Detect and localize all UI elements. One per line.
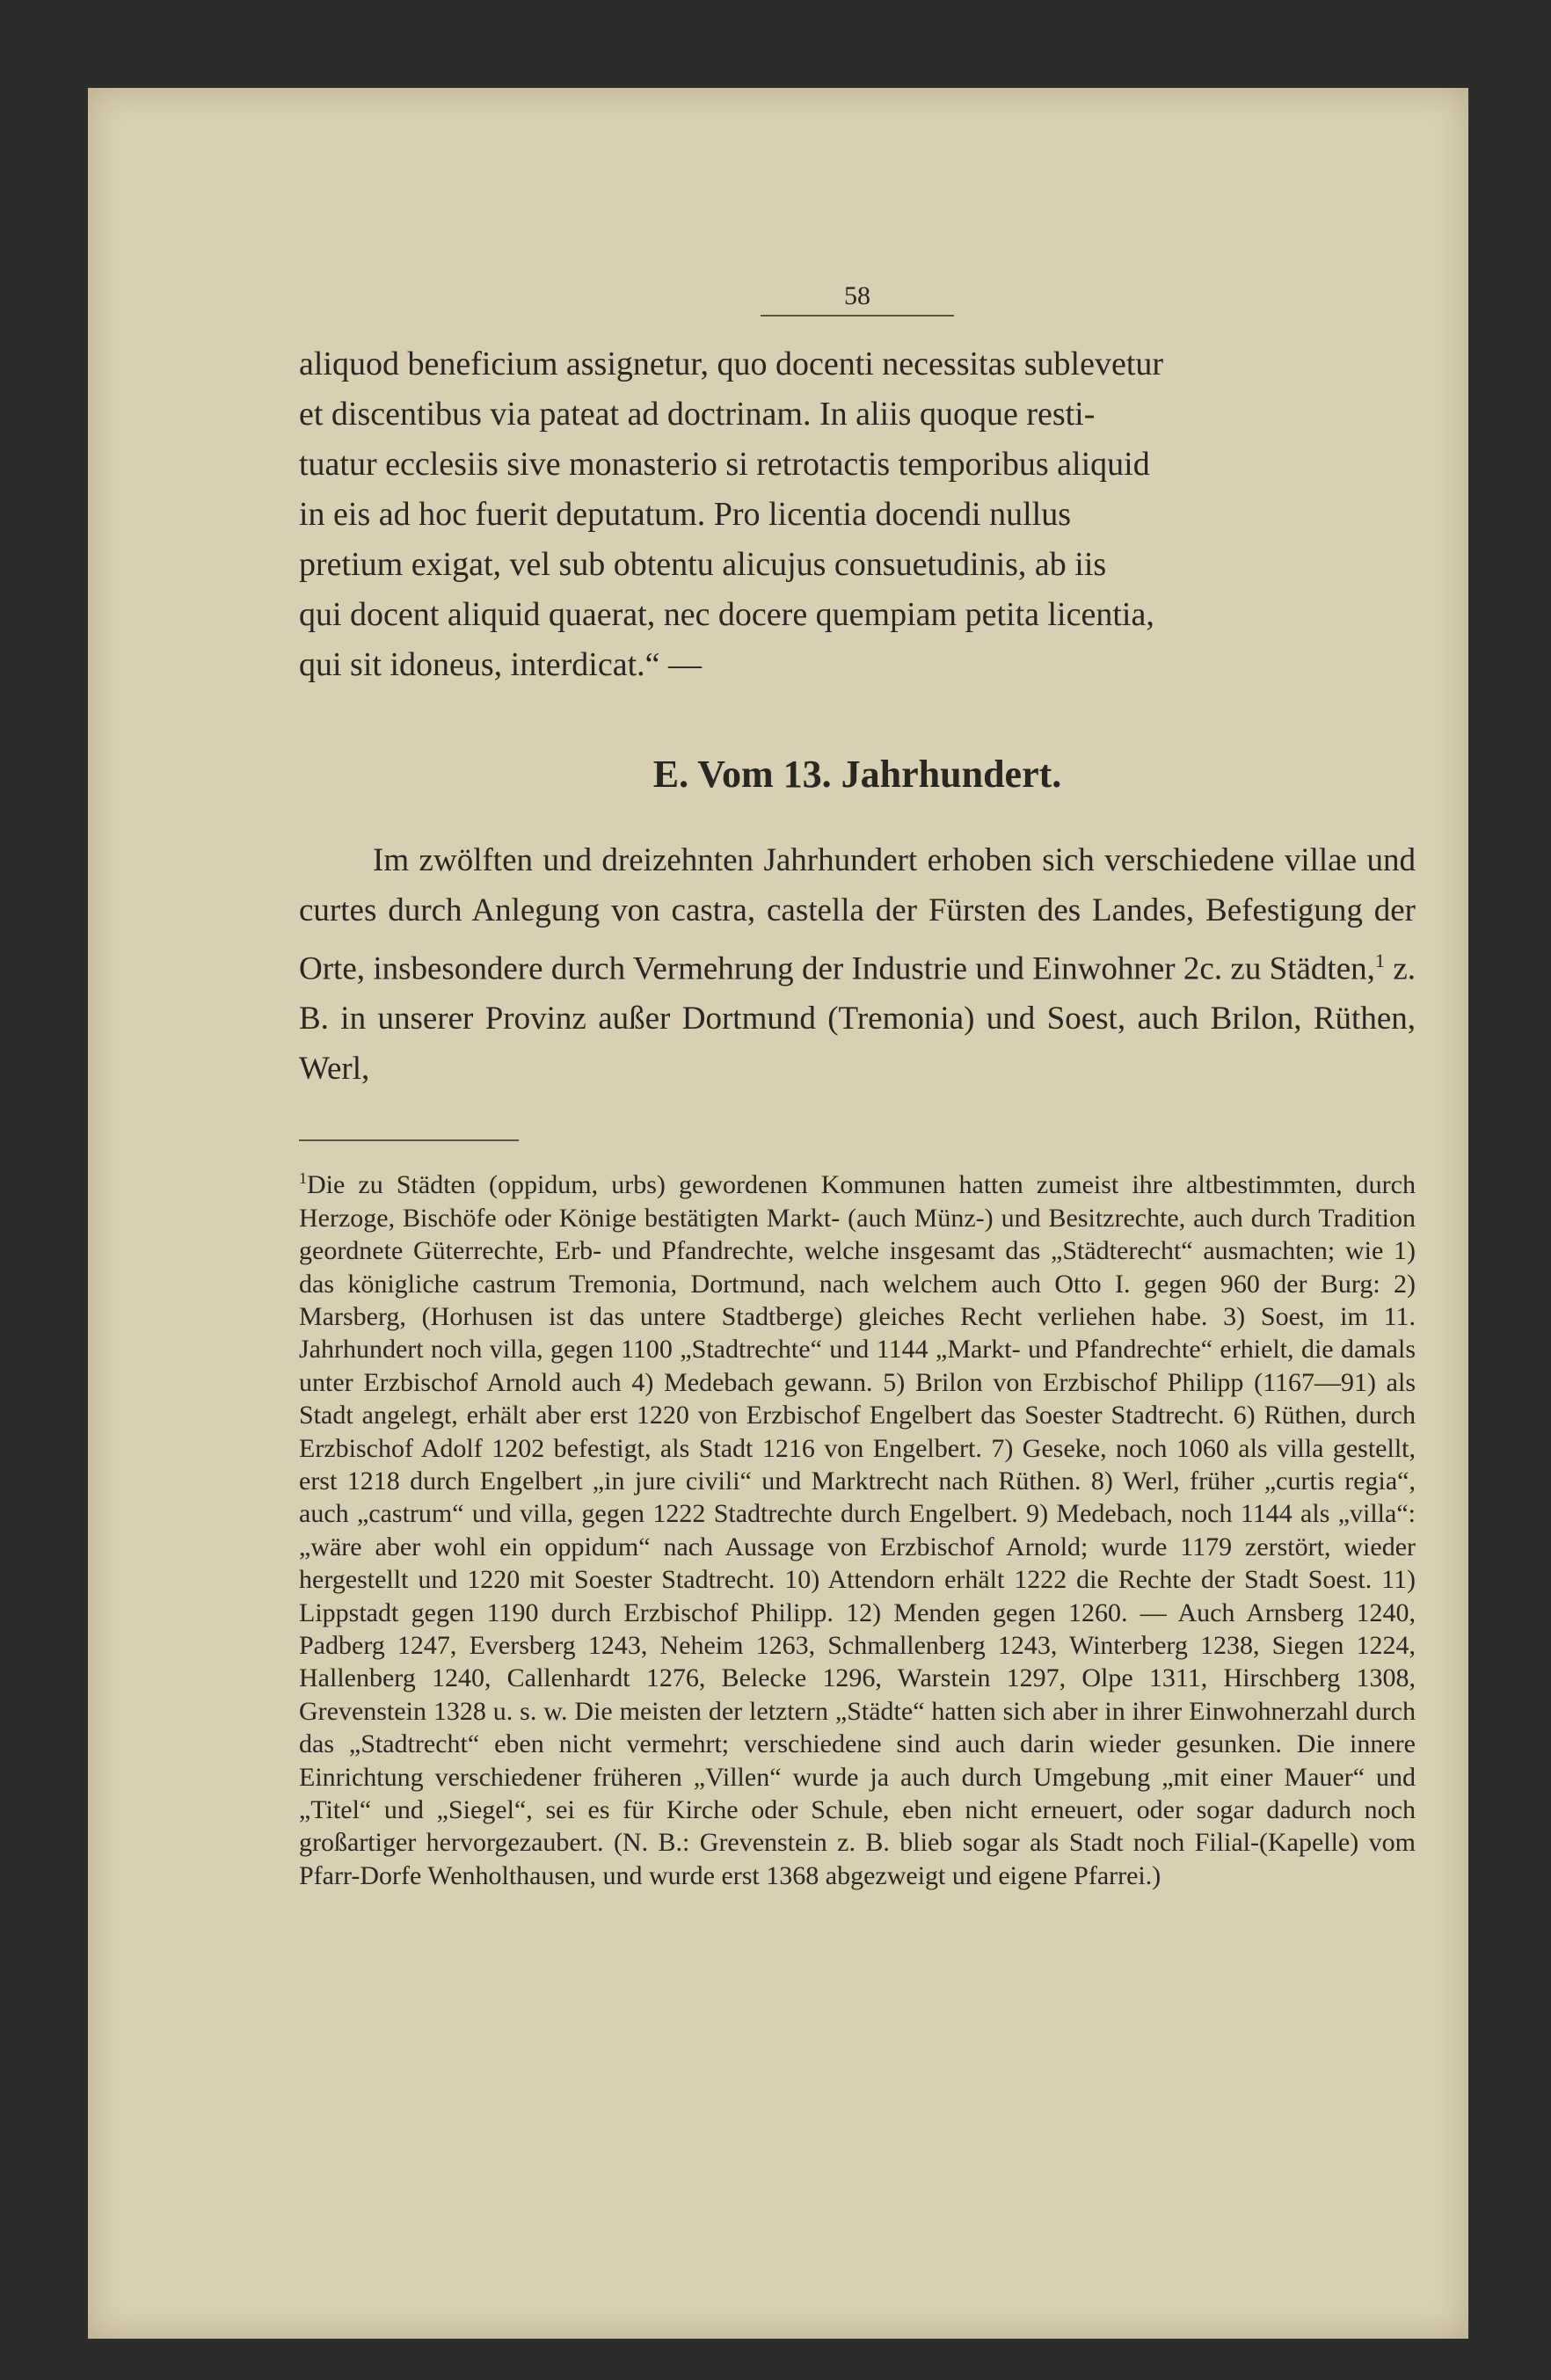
latin-line: tuatur ecclesiis sive monasterio si retrotactis temporibus aliquid bbox=[299, 446, 1150, 483]
footnote bbox=[299, 1162, 1416, 1892]
latin-line: in eis ad hoc fuerit deputatum. Pro licentia docendi nullus bbox=[299, 496, 1072, 533]
latin-quote bbox=[299, 339, 1416, 690]
latin-line: qui sit idoneus, interdicat.“ — bbox=[299, 646, 703, 683]
header-rule bbox=[761, 315, 954, 317]
page-number: 58 bbox=[844, 281, 870, 310]
latin-line: et discentibus via pateat ad doctrinam. In aliis quoque resti- bbox=[299, 396, 1096, 433]
main-paragraph-text: Im zwölften und dreizehnten Jahrhundert erhoben sich verschiedene villae und curtes durch Anlegung von castra, castella der Fürsten des Landes, Befestigung der Orte, insbesondere durch Vermehrung der Industrie und Einwohner 2c. zu Städten, bbox=[299, 842, 1416, 987]
page-content bbox=[299, 281, 1416, 1892]
main-paragraph bbox=[299, 835, 1416, 1094]
main-paragraph-end: z. B. in unserer Provinz außer Dortmund (Tremonia) und Soest, auch Brilon, Rüthen, Werl, bbox=[299, 950, 1416, 1088]
latin-line: pretium exigat, vel sub obtentu alicujus consuetudinis, ab iis bbox=[299, 546, 1107, 583]
latin-line: qui docent aliquid quaerat, nec docere quempiam petita licentia, bbox=[299, 596, 1154, 633]
footnote-text: Die zu Städten (oppidum, urbs) gewordenen Kommunen hatten zumeist ihre altbestimmten, durch Herzoge, Bischöfe oder Könige bestätigten Markt- (auch Münz-) und Besitzrechte, auch durch Tradition geordnete Güterrechte, Erb- und Pfandrechte, welche insgesamt das „Städterecht“ ausmachten; wie 1) das königliche castrum Tremonia, Dortmund, nach welchem auch Otto I. gegen 960 der Burg: 2) Marsberg, (Horhusen ist das untere Stadtberge) gleiches Recht verliehen habe. 3) Soest, im 11. Jahrhundert noch villa, gegen 1100 „Stadtrechte“ und 1144 „Markt- und Pfandrechte“ erhielt, die damals unter Erzbischof Arnold auch 4) Medebach gewann. 5) Brilon von Erzbischof Philipp (1167—91) als Stadt angelegt, erhält aber erst 1220 von Erzbischof Engelbert das Soester Stadtrecht. 6) Rüthen, durch Erzbischof Adolf 1202 befestigt, als Stadt 1216 von Engelbert. 7) Geseke, noch 1060 als villa gestellt, erst 1218 durch Engelbert „in jure civili“ und Marktrecht nach Rüthen. 8) Werl, früher „curtis regia“, auch „castrum“ und villa, gegen 1222 Stadtrechte durch Engelbert. 9) Medebach, noch 1144 als „villa“: „wäre aber wohl ein oppidum“ nach Aussage von Erzbischof Arnold; wurde 1179 zerstört, wieder hergestellt und 1220 mit Soester Stadtrecht. 10) Attendorn erhält 1222 die Rechte der Stadt Soest. 11) Lippstadt gegen 1190 durch Erzbischof Philipp. 12) Menden gegen 1260. — Auch Arnsberg 1240, Padberg 1247, Eversberg 1243, Neheim 1263, Schmallenberg 1243, Winterberg 1238, Siegen 1224, Hallenberg 1240, Callenhardt 1276, Belecke 1296, Warstein 1297, Olpe 1311, Hirschberg 1308, Grevenstein 1328 u. s. w. Die meisten der letztern „Städte“ hatten sich aber in ihrer Einwohnerzahl durch das „Stadtrecht“ eben nicht vermehrt; verschiedene sind auch darin wieder gesunken. Die innere Einrichtung verschiedener früheren „Villen“ wurde ja auch durch Umgebung „mit einer Mauer“ und „Titel“ und „Siegel“, sei es für Kirche oder Schule, eben nicht erneuert, oder sogar dadurch noch großartiger hervorgezaubert. (N. B.: Grevenstein z. B. blieb sogar als Stadt noch Filial-(Kapelle) vom Pfarr-Dorfe Wenholthausen, und wurde erst 1368 abgezweigt und eigene Pfarrei.) bbox=[299, 1170, 1416, 1890]
section-heading: E. Vom 13. Jahrhundert. bbox=[652, 753, 1062, 796]
footnote-number: 1 bbox=[299, 1169, 307, 1188]
latin-line: aliquod beneficium assignetur, quo docenti necessitas sublevetur bbox=[299, 346, 1164, 382]
footnote-rule bbox=[299, 1139, 519, 1141]
footnote-marker: 1 bbox=[1374, 950, 1385, 972]
